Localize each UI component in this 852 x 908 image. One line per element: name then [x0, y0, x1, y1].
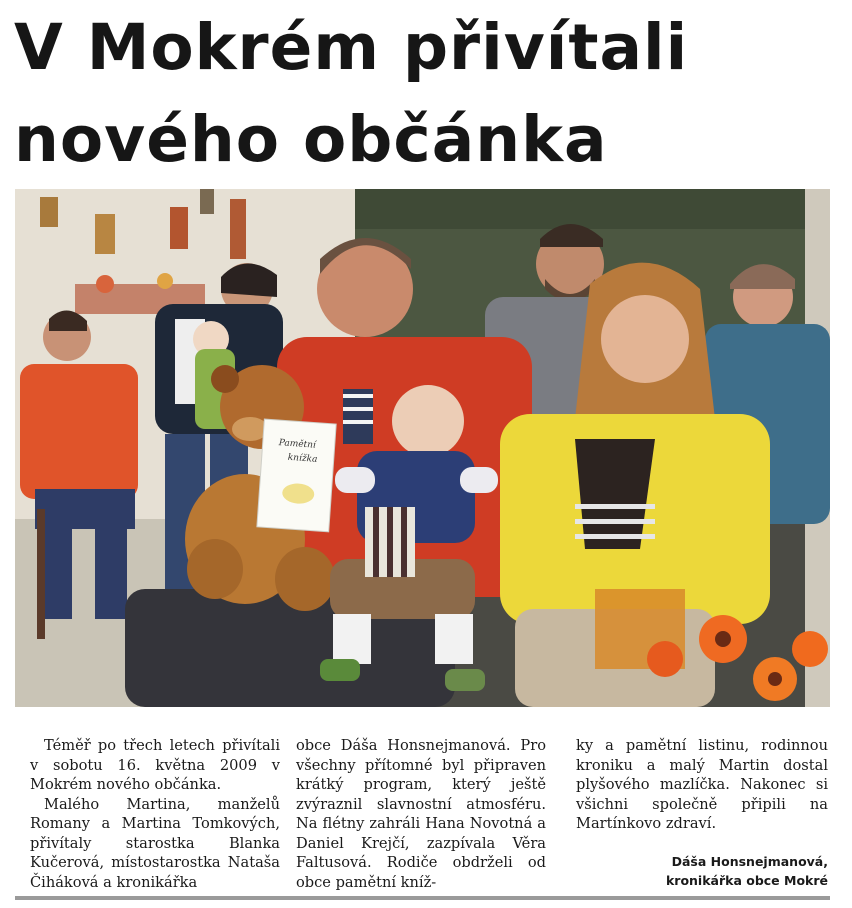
author-name: Dáša Honsnejmanová,: [671, 854, 828, 869]
article-column-3: [576, 736, 828, 834]
author-role: kronikářka obce Mokré: [665, 873, 828, 888]
booklet-text-1: Pamětní: [278, 438, 317, 451]
article-column-1: [30, 736, 280, 892]
booklet-text-2: knížka: [287, 452, 318, 465]
article-column-2: [296, 736, 546, 892]
author-credit: [666, 852, 828, 890]
paragraph: obce Dáša Honsnejmanová. Pro všechny přítomné byl připraven krátký program, který ještě zvýraznil slavnostní atmosféru. Na flétny zahráli Hana Novotná a Daniel Krejčí, zazpívala Věra Faltusová. Rodiče obdrželi od obce pamětní kníž-: [296, 737, 546, 891]
paragraph: Malého Martina, manželů Romany a Martina Tomkových, přivítaly starostka Blanka Kučerová, místostarostka Nataša Čiháková a kronikářka: [30, 795, 280, 891]
article-photo: [15, 189, 830, 707]
headline-line-1: V Mokrém přivítali: [14, 11, 689, 84]
headline: [14, 2, 844, 186]
paragraph: Téměř po třech letech přivítali v sobotu 16. května 2009 v Mokrém nového občánka.: [30, 737, 280, 793]
paragraph: ky a pamětní listinu, rodinnou kroniku a malý Martin dostal plyšového mazlíčka. Nakonec si všichni společně připili na Martínkovo zdraví.: [576, 737, 828, 832]
bottom-rule: [15, 896, 830, 900]
headline-line-2: nového občánka: [14, 103, 608, 176]
